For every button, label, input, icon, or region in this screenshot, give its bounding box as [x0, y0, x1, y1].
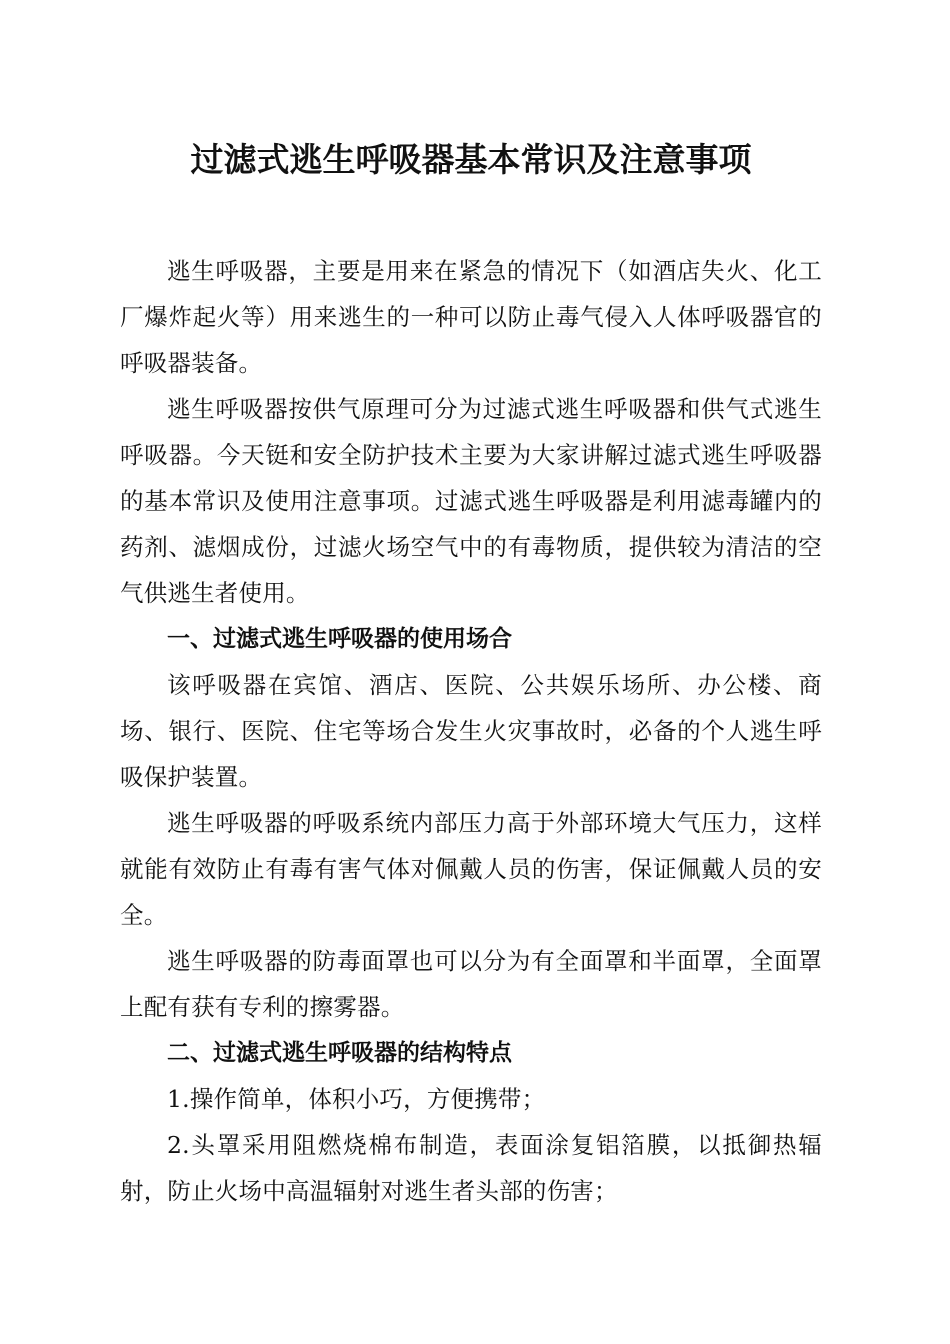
document-page [120, 130, 822, 1214]
document-title: 过滤式逃生呼吸器基本常识及注意事项 [190, 140, 752, 179]
paragraph-pressure: 逃生呼吸器的呼吸系统内部压力高于外部环境大气压力，这样就能有效防止有毒有害气体对佩戴人员的伤害，保证佩戴人员的安全。 [120, 809, 822, 929]
section-heading-usage: 一、过滤式逃生呼吸器的使用场合 [167, 626, 512, 652]
list-item-1: 1.操作简单，体积小巧，方便携带； [167, 1085, 546, 1113]
paragraph-intro: 逃生呼吸器，主要是用来在紧急的情况下（如酒店失火、化工厂爆炸起火等）用来逃生的一种可以防止毒气侵入人体呼吸器官的呼吸器装备。 [120, 257, 822, 377]
paragraph-mask-types: 逃生呼吸器的防毒面罩也可以分为有全面罩和半面罩，全面罩上配有获有专利的擦雾器。 [120, 947, 822, 1021]
paragraph-principle: 逃生呼吸器按供气原理可分为过滤式逃生呼吸器和供气式逃生呼吸器。今天铤和安全防护技术主要为大家讲解过滤式逃生呼吸器的基本常识及使用注意事项。过滤式逃生呼吸器是利用滤毒罐内的药剂、滤烟成份，过滤火场空气中的有毒物质，提供较为清洁的空气供逃生者使用。 [120, 395, 822, 607]
section-heading-structure: 二、过滤式逃生呼吸器的结构特点 [167, 1040, 512, 1066]
paragraph-usage-places: 该呼吸器在宾馆、酒店、医院、公共娱乐场所、办公楼、商场、银行、医院、住宅等场合发生火灾事故时，必备的个人逃生呼吸保护装置。 [120, 671, 822, 791]
list-item-2: 2.头罩采用阻燃烧棉布制造，表面涂复铝箔膜，以抵御热辐射，防止火场中高温辐射对逃生者头部的伤害； [120, 1131, 822, 1205]
